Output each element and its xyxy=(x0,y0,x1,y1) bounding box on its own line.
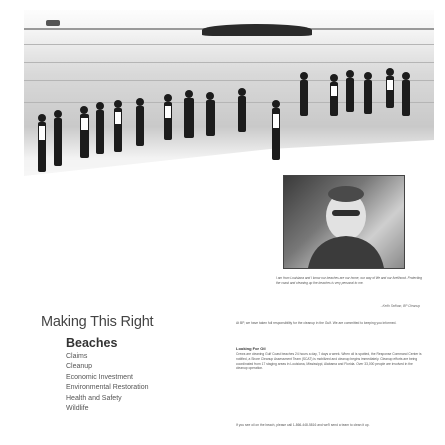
looking-for-oil-heading: Looking For Oil xyxy=(236,346,266,351)
nav-item-environmental-restoration[interactable]: Environmental Restoration xyxy=(66,384,149,392)
nav-item-claims[interactable]: Claims xyxy=(66,353,88,360)
topic-nav-list xyxy=(66,352,149,414)
nav-item-cleanup[interactable]: Cleanup xyxy=(66,363,93,371)
sub-heading-beaches: Beaches xyxy=(66,336,118,350)
intro-text: At BP, we have taken full responsibility for the cleanup in the Gulf. We are committed to keeping you informed. xyxy=(236,321,397,325)
portrait-photo xyxy=(283,175,405,269)
portrait-figure xyxy=(284,176,404,268)
nav-item-economic-investment[interactable]: Economic Investment xyxy=(66,373,133,381)
quote-attribution: - Keith Seilhan, BP Cleanup xyxy=(380,304,420,308)
quote-text: I am from Louisiana and I know our beaches are our home, our way of life and our livelihood. Protecting the coast and cleaning up the beaches is very personal to me. xyxy=(276,276,422,285)
report-oil-note: If you see oil on the beach, please call 1-866-448-5816 and we'll send a team to clean it up. xyxy=(236,423,370,427)
nav-item-wildlife[interactable]: Wildlife xyxy=(66,405,89,413)
nav-item-health-and-safety[interactable]: Health and Safety xyxy=(66,394,122,402)
looking-for-oil-text: Crews are cleaning Gulf Coast beaches 24 hours a day, 7 days a week. When oil is spotted, the Response Command Center is notified, a Shore Cleanup Assessment Team (SCAT) is mobilized and cleanup begins immediately. Cleanup efforts are being coordinated from 17 staging areas in Louisiana, Mississippi, Alabama and Florida. Over 33,000 people are involved in the cleanup operation. xyxy=(236,352,422,371)
section-title: Making This Right xyxy=(41,314,154,330)
